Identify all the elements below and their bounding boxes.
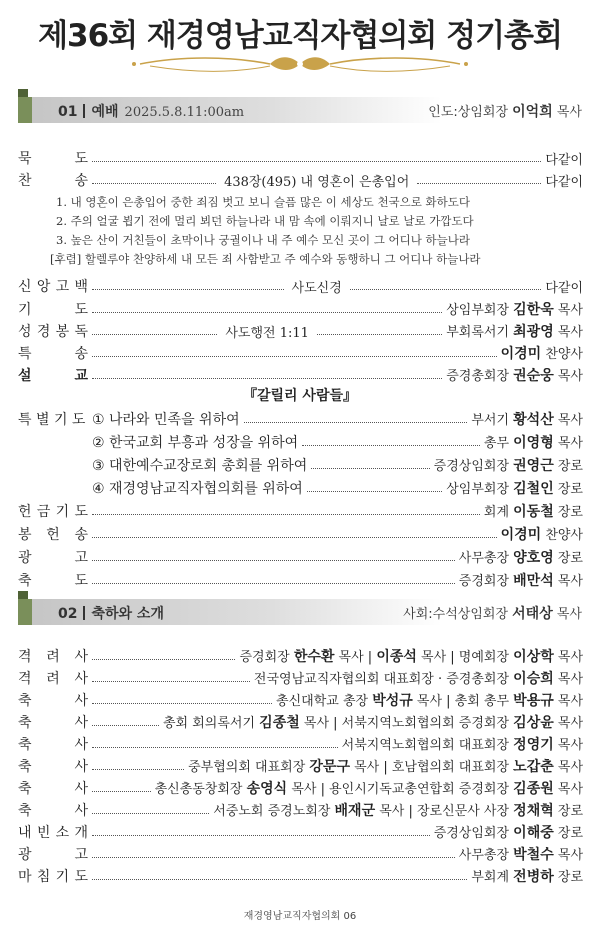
service-time: 2025.5.8.11:00am [124,105,245,120]
program-label: 내 빈 소 개 [18,825,88,841]
celebration-row [18,711,583,733]
program-label: 신 앙 고 백 [18,279,88,295]
celebration-row [18,689,583,711]
program-performer: 부회계 전병하 장로 [471,869,583,885]
hymn-verse-1: 1. 내 영혼이 은총입어 중한 죄짐 벗고 보니 슬픔 많은 이 세상도 천국으로 화하도다 [56,195,470,209]
program-performer: 증경상임회장 권영근 장로 [433,458,583,474]
program-label: 축 사 [18,715,88,731]
section-name: 예배 [91,104,119,120]
bookmark-tab-icon [18,89,32,123]
program-row-prayer [18,298,583,320]
celebration-row [18,821,583,843]
sermon-title: 『갈릴리 사람들』 [242,388,358,404]
program-label: 격 려 사 [18,671,88,687]
program-row-special-song [18,342,583,364]
program-label: 봉 헌 송 [18,527,88,543]
section-title [58,603,164,623]
program-row-special-prayer-4 [18,477,583,499]
program-performer: 증경총회장 권순웅 목사 [446,368,583,384]
program-performer: 서북지역노회협의회 대표회장 정영기 목사 [341,737,583,753]
program-performer: 사무총장 양호영 장로 [458,550,583,566]
program-row-special-prayer-3 [18,454,583,476]
program-row-creed [18,275,583,297]
hymn-title: 438장(495) 내 영혼이 은총입어 [220,171,413,190]
celebration-host: 사회:수석상임회장 서태상 목사 [403,606,582,622]
section-number: 01 [58,104,78,120]
program-performer: 부서기 황석산 목사 [471,412,583,428]
program-label: 설 교 [18,368,88,384]
program-label: 축 사 [18,803,88,819]
program-label: 광 고 [18,550,88,566]
program-row-special-prayer-2 [18,431,583,453]
section-number: 02 [58,606,78,622]
program-label: 묵 도 [18,151,88,167]
prayer-topic: ③ 대한예수교장로회 총회를 위하여 [92,458,308,474]
program-label: 축 사 [18,737,88,753]
program-performer: 상임부회장 김한욱 목사 [446,302,583,318]
page-title: 제36회 재경영남교직자협의회 정기총회 [38,18,562,54]
celebration-row [18,755,583,777]
section-name: 축하와 소개 [91,606,164,622]
program-row-announcements [18,546,583,568]
program-performer: 총회 회의록서기 김종철 목사 | 서북지역노회협의회 증경회장 김상윤 목사 [163,715,583,731]
program-performer: 전국영남교직자협의회 대표회장 · 증경총회장 이승희 목사 [253,671,583,687]
section-title [58,101,244,121]
program-performer: 이경미 찬양사 [500,527,583,543]
program-performer: 총무 이영형 목사 [483,435,583,451]
program-performer: 증경회장 한수환 목사 | 이종석 목사 | 명예회장 이상학 목사 [239,649,583,665]
hymn-chorus: [후렴] 할렐루야 찬양하세 내 모든 죄 사함받고 주 예수와 동행하니 그 어디나 하늘나라 [50,252,481,266]
program-row-offering-prayer [18,500,583,522]
program-performer: 회계 이동철 장로 [483,504,583,520]
prayer-topic: ② 한국교회 부흥과 성장을 위하여 [92,435,299,451]
program-performer: 부회록서기 최광영 목사 [446,324,583,340]
program-performer: 중부협의회 대표회장 강문구 목사 | 호남협의회 대표회장 노갑춘 목사 [188,759,583,775]
program-label: 광 고 [18,847,88,863]
celebration-row [18,645,583,667]
program-label: 축 사 [18,693,88,709]
program-row-offering-song [18,523,583,545]
page-footer: 재경영남교직자협의회 06 [243,911,357,922]
celebration-row [18,777,583,799]
program-label: 마 침 기 도 [18,869,88,885]
prayer-topic: ④ 재경영남교직자협의회를 위하여 [92,481,303,497]
program-performer: 사무총장 박철수 목사 [458,847,583,863]
program-performer: 다같이 [545,174,584,190]
program-label: 축 사 [18,759,88,775]
celebration-row [18,733,583,755]
program-row-silent-prayer [18,147,583,169]
program-row-hymn [18,169,583,191]
program-label: 기 도 [18,302,88,318]
program-performer: 이경미 찬양사 [500,346,583,362]
hymn-verse-3: 3. 높은 산이 거친들이 초막이나 궁궐이나 내 주 예수 모신 곳이 그 어디나 하늘나라 [56,233,470,247]
program-performer: 서중노회 증경노회장 배재군 목사 | 장로신문사 사장 정채혁 장로 [213,803,583,819]
bookmark-tab-icon [18,591,32,625]
program-performer: 다같이 [545,280,584,296]
prayer-topic: ① 나라와 민족을 위하여 [92,412,240,428]
program-row-scripture [18,320,583,342]
program-performer: 증경상임회장 이해중 장로 [433,825,583,841]
program-performer: 총신대학교 총장 박성규 목사 | 총회 총무 박용규 목사 [276,693,583,709]
program-performer: 다같이 [545,152,583,168]
scripture-reference: 사도행전 1:11 [221,322,313,341]
program-performer: 상임부회장 김철인 장로 [446,481,583,497]
program-label: 축 도 [18,573,88,589]
gold-ornament-divider [120,52,480,76]
creed-name: 사도신경 [288,277,346,296]
worship-leader: 인도:상임회장 이억희 목사 [428,104,582,120]
program-label: 축 사 [18,781,88,797]
program-label: 특 송 [18,346,88,362]
program-label: 성 경 봉 독 [18,324,88,340]
program-label: 격 려 사 [18,649,88,665]
program-row-benediction [18,569,583,591]
program-row-special-prayer-1 [18,408,583,430]
hymn-verse-2: 2. 주의 얼굴 뵙기 전에 멀리 뵈던 하늘나라 내 맘 속에 이뤄지니 날로 날로 가깝도다 [56,214,474,228]
celebration-row [18,799,583,821]
program-label: 헌 금 기 도 [18,504,88,520]
program-performer: 총신총동창회장 송영식 목사 | 용인시기독교총연합회 증경회장 김종원 목사 [154,781,583,797]
program-performer: 증경회장 배만석 목사 [458,573,583,589]
program-label: 찬 송 [18,173,88,189]
program-row-sermon [18,364,583,386]
celebration-row [18,865,583,887]
celebration-row [18,843,583,865]
program-label: 특 별 기 도 [18,412,86,428]
celebration-row [18,667,583,689]
